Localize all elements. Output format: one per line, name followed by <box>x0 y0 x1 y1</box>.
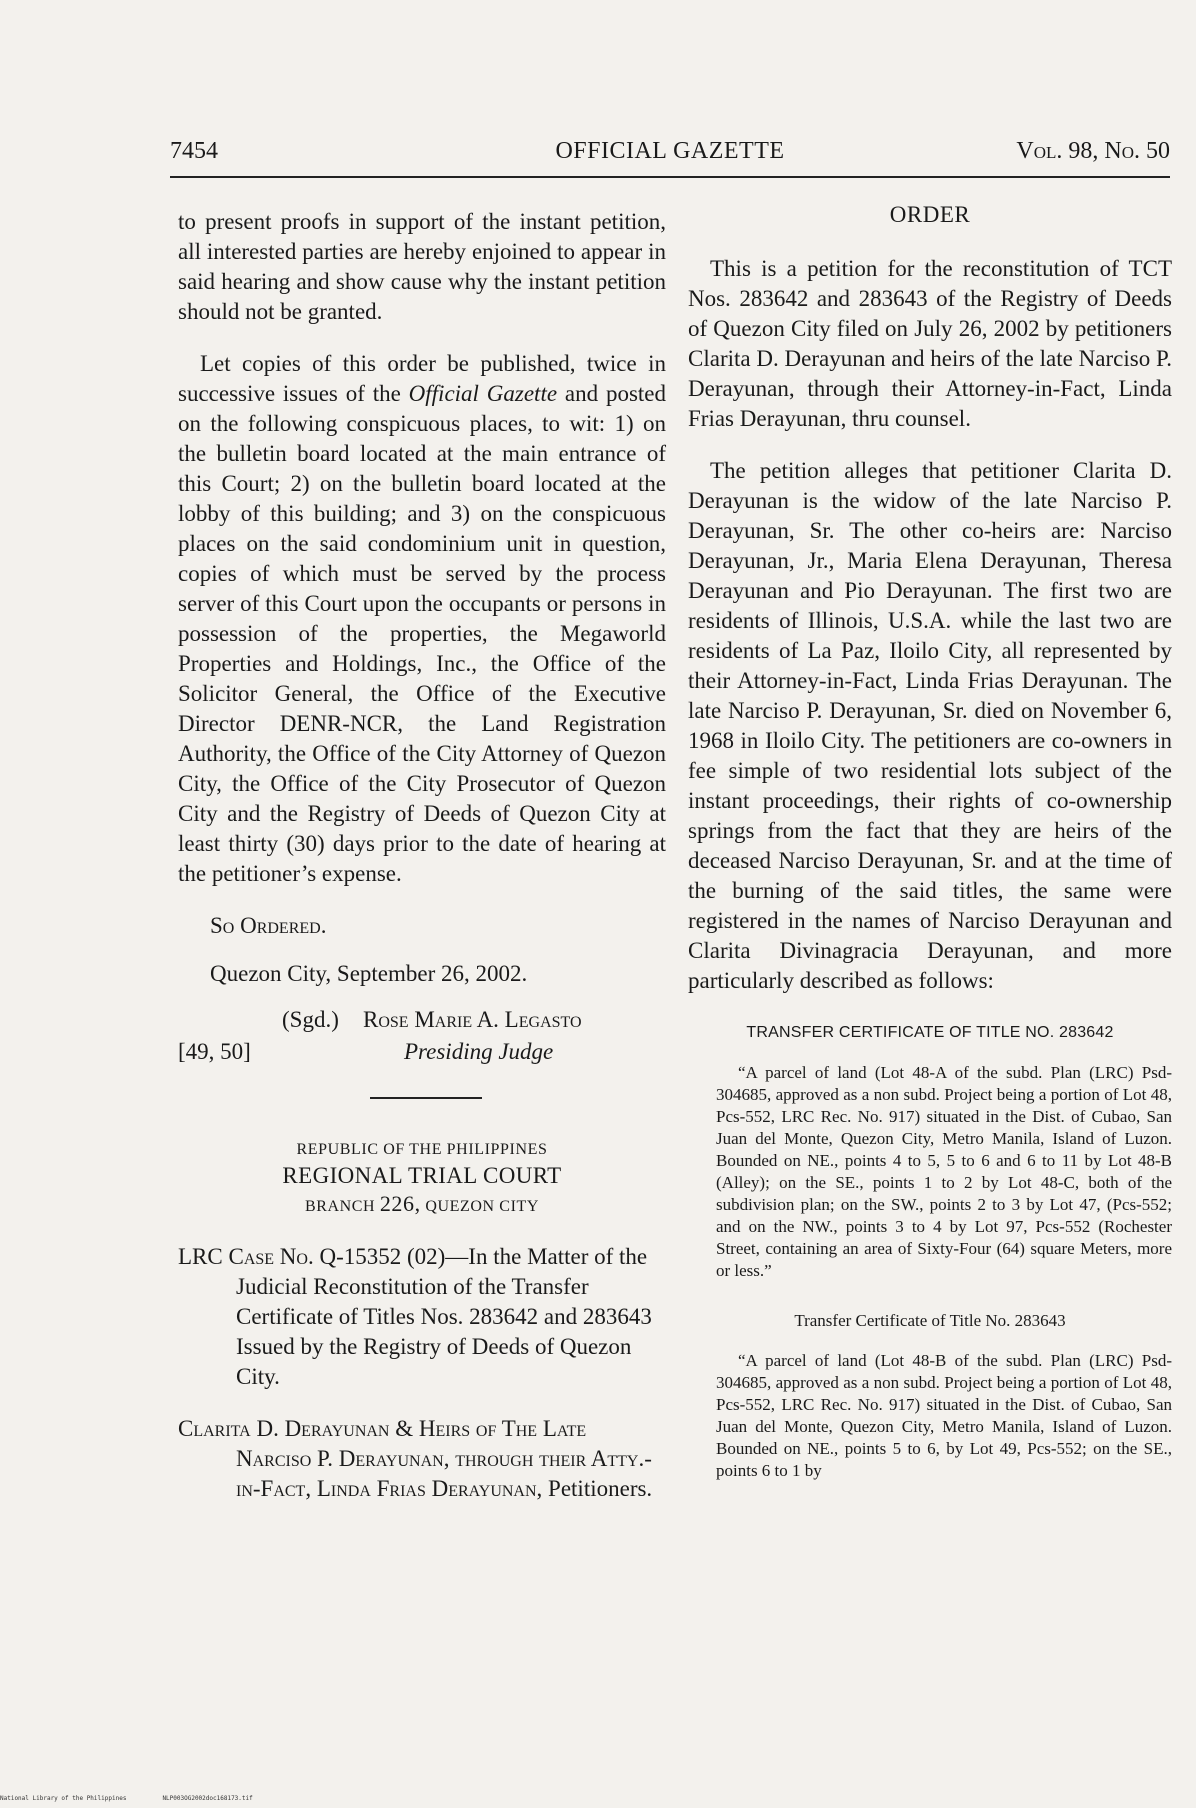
page-number: 7454 <box>170 138 218 164</box>
parties-caption <box>178 1414 666 1504</box>
tct-2-description <box>688 1350 1172 1482</box>
tct-1-text: “A parcel of land (Lot 48-A of the subd. Plan (LRC) Psd-304685, approved as a non subd. Project being a portion of Lot 48, Pcs-552, LRC Rec. No. 917) situated in the Dist. of Cubao, San Juan del Monte, Quezon City, Metro Manila, Island of Luzon. Bounded on NE., points 4 to 5, 5 to 6 and 6 to 11 by Lot 48-B (Alley); on the SE., points 1 to 2 by Lot 48-C, both of the subdivision plan; on the SW., points 2 to 3 by Lot 47, (Pcs-552; and on the NW., points 3 to 4 by Lot 97, Pcs-552 (Rochester Street, containing an area of Sixty-Four (64) square Meters, more or less.” <box>716 1063 1172 1280</box>
tct-2-text: “A parcel of land (Lot 48-B of the subd. Plan (LRC) Psd-304685, approved as a non subd. Project being a portion of Lot 48, Pcs-552, LRC Rec. No. 917) situated in the Dist. of Cubao, San Juan del Monte, Quezon City, Metro Manila, Island of Luzon. Bounded on NE., points 5 to 6, by Lot 49, Pcs-552; on the SE., points 6 to 1 by <box>716 1351 1172 1480</box>
case-text: Q-15352 (02)—In the Matter of the Judicial Reconstitution of the Transfer Certificate of Titles Nos. 283642 and 283643 Issued by the Registry of Deeds of Quezon City. <box>236 1244 652 1389</box>
judge-name: Rose Marie A. Legasto <box>363 1007 582 1032</box>
volume-number: Vol. 98, No. 50 <box>1016 138 1170 164</box>
gazette-italic: Official Gazette <box>408 381 558 406</box>
publication-title: OFFICIAL GAZETTE <box>555 138 785 164</box>
order-paragraph-2: The petition alleges that petitioner Clarita D. Derayunan is the widow of the late Narciso P. Derayunan, Sr. The other co-heirs are: Narciso Derayunan, Jr., Maria Elena Derayunan, Theresa Derayunan and Pio Derayunan. The first two are residents of Illinois, U.S.A. while the last two are residents of La Paz, Iloilo City, all represented by their Attorney-in-Fact, Linda Frias Derayunan. The late Narciso P. Derayunan, Sr. died on November 6, 1968 in Iloilo City. The petitioners are co-owners in fee simple of two residential lots subject of the instant proceedings, their rights of co-ownership springs from the fact that they are heirs of the deceased Narciso Derayunan, Sr. and at the time of the burning of the said titles, the same were registered in the names of Narciso Derayunan and Clarita Divinagracia Derayunan, and more particularly described as follows: <box>688 458 1172 993</box>
continuation-paragraph: to present proofs in support of the instant petition, all interested parties are hereby enjoined to appear in said hearing and show cause why the instant petition should not be granted. <box>178 209 666 324</box>
scan-footer <box>0 1795 253 1802</box>
parties-role: Petitioners. <box>542 1476 653 1501</box>
para2-text-a: Let copies of this order be published, twice in successive issues of the <box>178 351 666 406</box>
so-ordered: So Ordered. <box>210 913 327 938</box>
order-paragraph-1: This is a petition for the reconstitution of TCT Nos. 283642 and 283643 of the Registry of Deeds of Quezon City filed on July 26, 2002 by petitioners Clarita D. Derayunan and heirs of the late Narciso P. Derayunan, through their Attorney-in-Fact, Linda Frias Derayunan, thru counsel. <box>688 256 1172 431</box>
header-rule <box>170 176 1170 178</box>
republic-heading: REPUBLIC OF THE PHILIPPINES <box>296 1141 548 1158</box>
left-column <box>178 207 666 1504</box>
branch-city: QUEZON CITY <box>425 1198 540 1215</box>
order-date: Quezon City, September 26, 2002. <box>210 961 528 986</box>
parties-names: Clarita D. Derayunan & Heirs of The Late Narciso P. Derayunan, through their Atty.-in-Fact, Linda Frias Derayunan, <box>178 1416 652 1501</box>
signature-block <box>178 1005 666 1069</box>
branch-number: 226, <box>379 1191 421 1216</box>
section-divider <box>370 1097 482 1099</box>
order-heading: ORDER <box>889 202 971 227</box>
judge-title: Presiding Judge <box>404 1039 554 1064</box>
signed-mark: (Sgd.) <box>282 1007 339 1032</box>
court-heading: REGIONAL TRIAL COURT <box>282 1163 562 1188</box>
case-label: LRC Case No. <box>178 1244 314 1269</box>
right-column <box>688 200 1172 1482</box>
page-header <box>170 138 1170 178</box>
branch-heading <box>178 1191 666 1220</box>
tct-1-heading: TRANSFER CERTIFICATE OF TITLE NO. 283642 <box>746 1024 1114 1041</box>
para2-text-b: and posted on the following conspicuous places, to wit: 1) on the bulletin board located at the main entrance of this Court; 2) on the bulletin board located at the lobby of this building; and 3) on the conspicuous places on the said condominium unit in question, copies of which must be served by the process server of this Court upon the occupants or persons in possession of the properties, the Megaworld Properties and Holdings, Inc., the Office of the Solicitor General, the Office of the Executive Director DENR-NCR, the Land Registration Authority, the Office of the City Attorney of Quezon City, the Office of the City Prosecutor of Quezon City and the Registry of Deeds of Quezon City at least thirty (30) days prior to the date of hearing at the petitioner’s expense. <box>178 381 666 886</box>
issue-reference: [49, 50] <box>178 1039 251 1064</box>
file-id: NLP003OG2002doc168173.tif <box>162 1795 253 1802</box>
publication-order-paragraph <box>178 349 666 889</box>
tct-1-description <box>688 1062 1172 1282</box>
branch-label: BRANCH <box>304 1198 376 1215</box>
library-name: National Library of the Philippines <box>0 1795 127 1802</box>
tct-2-heading: Transfer Certificate of Title No. 283643 <box>794 1311 1066 1330</box>
case-caption <box>178 1242 666 1392</box>
